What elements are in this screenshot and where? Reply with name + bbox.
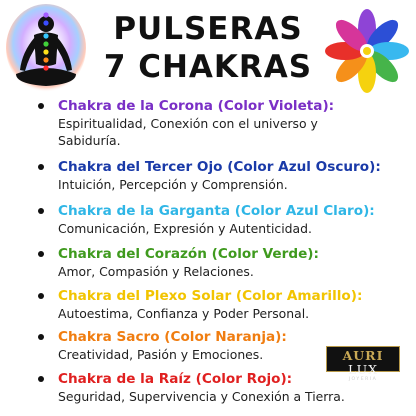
logo-subtitle: JOYERIA — [348, 377, 378, 382]
brand-logo — [326, 346, 400, 382]
bullet — [38, 293, 44, 299]
chakra-heading: Chakra Sacro (Color Naranja): — [58, 329, 287, 345]
list-item-corona — [58, 97, 410, 149]
page-title-line1: PULSERAS — [113, 11, 303, 47]
list-item-garganta — [58, 202, 410, 237]
list-item-plexo-solar — [58, 287, 410, 322]
logo-text-b: LUX — [347, 362, 379, 377]
chakra-description: Espiritualidad, Conexión con el universo y Sabiduría. — [58, 116, 318, 148]
chakra-description: Seguridad, Supervivencia y Conexión a Tierra. — [58, 389, 345, 404]
chakra-heading: Chakra del Corazón (Color Verde): — [58, 246, 319, 262]
chakra-description: Comunicación, Expresión y Autenticidad. — [58, 221, 312, 236]
chakra-description: Creatividad, Pasión y Emociones. — [58, 347, 264, 362]
bullet — [38, 334, 44, 340]
chakra-heading: Chakra de la Raíz (Color Rojo): — [58, 371, 293, 387]
chakra-heading: Chakra de la Corona (Color Violeta): — [58, 98, 335, 114]
page-title-line2: 7 CHAKRAS — [103, 49, 313, 85]
logo-text-a: AURI — [342, 348, 384, 363]
list-item-corazon — [58, 245, 410, 280]
bullet — [38, 208, 44, 214]
bullet — [38, 251, 44, 257]
bullet — [38, 103, 44, 109]
chakra-heading: Chakra de la Garganta (Color Azul Claro): — [58, 203, 375, 219]
chakra-description: Intuición, Percepción y Comprensión. — [58, 177, 288, 192]
chakra-description: Amor, Compasión y Relaciones. — [58, 264, 254, 279]
chakra-description: Autoestima, Confianza y Poder Personal. — [58, 306, 310, 321]
logo-wordmark — [327, 347, 399, 377]
list-item-tercer-ojo — [58, 158, 410, 193]
chakra-heading: Chakra del Tercer Ojo (Color Azul Oscuro): — [58, 159, 381, 175]
chakra-heading: Chakra del Plexo Solar (Color Amarillo): — [58, 288, 363, 304]
bullet — [38, 376, 44, 382]
bullet — [38, 164, 44, 170]
